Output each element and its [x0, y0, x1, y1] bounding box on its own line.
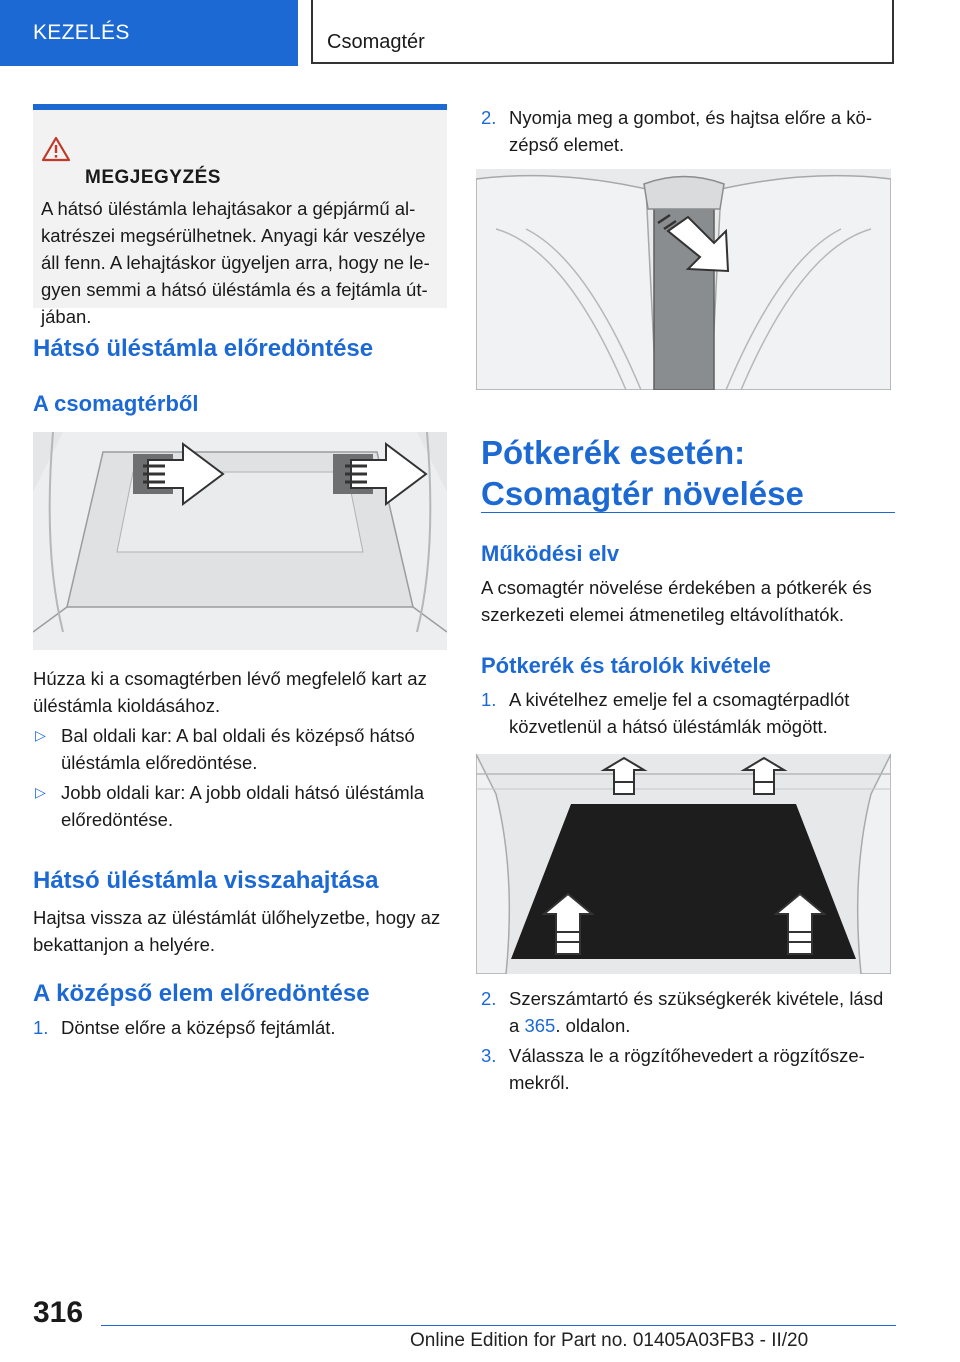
step-text: Döntse előre a középső fejtámlát.	[61, 1017, 336, 1038]
edition-text: Online Edition for Part no. 01405A03FB3 - II/20	[410, 1330, 809, 1351]
step-number: 3.	[481, 1045, 497, 1066]
principle-paragraph: A csomagtér növelése érdekében a pótkerék és szerkezeti elemei átmenetileg eltávolíthatók.	[481, 577, 872, 625]
heading-seatback-forward: Hátsó üléstámla előredöntése	[33, 335, 374, 362]
step-text: A kivételhez emelje fel a csomagtérpadlót közvetlenül a hátsó üléstámlák mögött.	[509, 689, 850, 737]
list-item	[481, 1042, 895, 1096]
step-number: 1.	[33, 1017, 49, 1038]
rear-seat-image	[476, 169, 891, 390]
list-item	[33, 779, 447, 833]
bullet-text: Bal oldali kar: A bal oldali és középső hátsó üléstámla előredöntése.	[61, 725, 415, 773]
bullet-text: Jobb oldali kar: A jobb oldali hátsó üléstámla előredöntése.	[61, 782, 425, 830]
page-number: 316	[33, 1296, 84, 1329]
trunk-floor-image	[476, 754, 891, 974]
heading-divider	[481, 512, 895, 513]
page-reference-link[interactable]: 365	[524, 1015, 556, 1036]
step-number: 2.	[481, 107, 497, 128]
step-text: Nyomja meg a gombot, és hajtsa előre a kö-zépső elemet.	[509, 107, 872, 155]
footer-divider	[101, 1325, 896, 1326]
step-text-pre: Szerszámtartó és szükségkerék kivétele, lásd a	[509, 988, 884, 1036]
heading-seatback-return: Hátsó üléstámla visszahajtása	[33, 867, 379, 894]
note-title: MEGJEGYZÉS	[85, 167, 221, 188]
section-tab: KEZELÉS	[0, 0, 298, 66]
heading-remove: Pótkerék és tárolók kivétele	[481, 653, 771, 678]
list-item	[33, 1014, 447, 1041]
warning-icon	[41, 136, 71, 162]
list-item	[481, 104, 895, 158]
triangle-bullet-icon: ▷	[35, 784, 46, 800]
pull-lever-paragraph: Húzza ki a csomagtérben lévő megfelelő kart az üléstámla kioldásához.	[33, 668, 427, 716]
note-box	[33, 104, 447, 327]
step-text: Válassza le a rögzítőhevedert a rögzítősze-mekről.	[509, 1045, 865, 1093]
heading-from-trunk: A csomagtérből	[33, 391, 199, 416]
heading-principle: Működési elv	[481, 541, 620, 566]
chapter-title: Csomagtér	[311, 0, 894, 64]
list-item	[33, 722, 447, 776]
list-item	[481, 985, 895, 1039]
step-number: 1.	[481, 689, 497, 710]
note-text: A hátsó üléstámla lehajtásakor a gépjármű al-katrészei megsérülhetnek. Anyagi kár veszélye áll fenn. A lehajtáskor ügyeljen arra, hogy ne le-gyen semmi a hátsó üléstámla és a fejtámla út-jában.	[41, 198, 430, 327]
step-text-post: . oldalon.	[555, 1015, 631, 1036]
triangle-bullet-icon: ▷	[35, 727, 46, 743]
return-paragraph: Hajtsa vissza az üléstámlát ülőhelyzetbe, hogy az bekattanjon a helyére.	[33, 907, 441, 955]
heading-middle-forward: A középső elem előredöntése	[33, 980, 370, 1007]
heading-spare-wheel: Pótkerék esetén: Csomagtér növelése	[481, 434, 804, 512]
trunk-levers-image	[33, 432, 447, 650]
list-item	[481, 686, 895, 740]
step-number: 2.	[481, 988, 497, 1009]
